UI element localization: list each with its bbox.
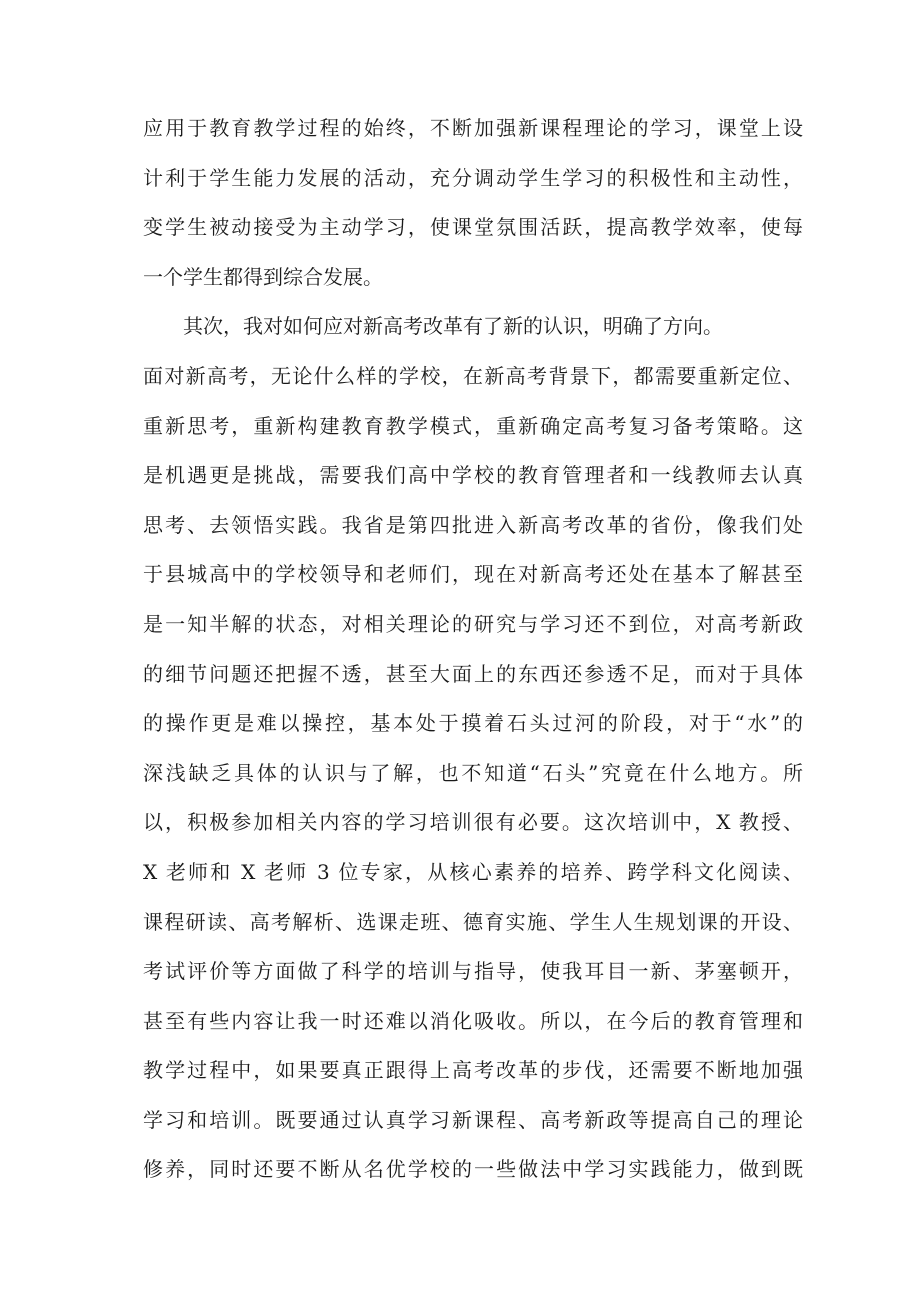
text-line: 是一知半解的状态，对相关理论的研究与学习还不到位，对高考新政	[143, 611, 803, 636]
document-body	[143, 104, 803, 1195]
text-line: 的细节问题还把握不透，甚至大面上的东西还参透不足，而对于具体	[143, 661, 803, 686]
text-line: 应用于教育教学过程的始终，不断加强新课程理论的学习，课堂上设	[143, 116, 803, 140]
text-line: 一个学生都得到综合发展。	[143, 264, 383, 289]
text-line: 思考、去领悟实践。我省是第四批进入新高考改革的省份，像我们处	[143, 512, 803, 537]
text-line: 重新思考，重新构建教育教学模式，重新确定高考复习备考策略。这	[143, 413, 803, 438]
text-line: 面对新高考，无论什么样的学校，在新高考背景下，都需要重新定位、	[143, 363, 803, 388]
text-line: X 老师和 X 老师 3 位专家，从核心素养的培养、跨学科文化阅读、	[143, 859, 803, 884]
text-line: 以，积极参加相关内容的学习培训很有必要。这次培训中，X 教授、	[143, 810, 803, 835]
text-line: 课程研读、高考解析、选课走班、德育实施、学生人生规划课的开设、	[143, 909, 803, 934]
text-line: 考试评价等方面做了科学的培训与指导，使我耳目一新、茅塞顿开，	[143, 959, 803, 984]
text-line: 教学过程中，如果要真正跟得上高考改革的步伐，还需要不断地加强	[143, 1058, 803, 1083]
text-line: 是机遇更是挑战，需要我们高中学校的教育管理者和一线教师去认真	[143, 463, 803, 488]
text-line: 甚至有些内容让我一时还难以消化吸收。所以，在今后的教育管理和	[143, 1008, 803, 1033]
text-line: 学习和培训。既要通过认真学习新课程、高考新政等提高自己的理论	[143, 1107, 803, 1132]
text-line: 修养，同时还要不断从名优学校的一些做法中学习实践能力，做到既	[143, 1157, 803, 1182]
text-line: 深浅缺乏具体的认识与了解，也不知道“石头”究竟在什么地方。所	[143, 760, 803, 785]
text-line: 计利于学生能力发展的活动，充分调动学生学习的积极性和主动性，	[143, 165, 803, 190]
text-line: 的操作更是难以操控，基本处于摸着石头过河的阶段，对于“水”的	[143, 711, 803, 736]
text-line: 于县城高中的学校领导和老师们，现在对新高考还处在基本了解甚至	[143, 562, 803, 587]
text-line: 变学生被动接受为主动学习，使课堂氛围活跃，提高教学效率，使每	[143, 215, 803, 240]
paragraph-first-line: 其次，我对如何应对新高考改革有了新的认识，明确了方向。	[183, 314, 723, 339]
